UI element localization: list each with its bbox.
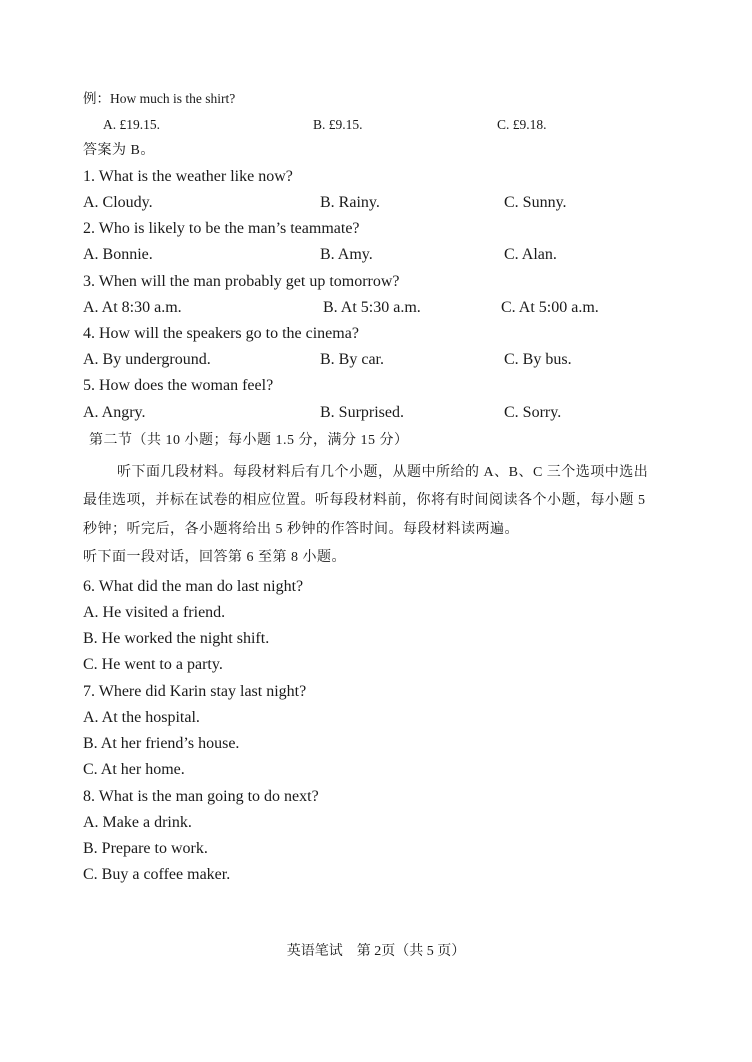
q8-option-a: A. Make a drink. <box>83 814 192 831</box>
question-2: 2. Who is likely to be the man’s teammate? <box>83 220 360 237</box>
instruction-line-3: 秒钟；听完后，各小题将给出 5 秒钟的作答时间。每段材料读两遍。 <box>83 522 519 537</box>
q5-option-a: A. Angry. <box>83 404 146 421</box>
q1-option-b: B. Rainy. <box>320 194 380 211</box>
q7-option-a: A. At the hospital. <box>83 709 200 726</box>
example-option-c: C. £9.18. <box>497 117 547 132</box>
q4-option-c: C. By bus. <box>504 351 572 368</box>
q3-option-c: C. At 5:00 a.m. <box>501 299 599 316</box>
question-1: 1. What is the weather like now? <box>83 168 293 185</box>
q6-option-c: C. He went to a party. <box>83 656 223 673</box>
q5-option-c: C. Sorry. <box>504 404 562 421</box>
q6-option-b: B. He worked the night shift. <box>83 630 270 647</box>
page-footer: 英语笔试 第 2页（共 5 页） <box>286 944 466 959</box>
q7-option-b: B. At her friend’s house. <box>83 735 240 752</box>
q2-option-a: A. Bonnie. <box>83 246 153 263</box>
question-4: 4. How will the speakers go to the cinema? <box>83 325 359 342</box>
question-6: 6. What did the man do last night? <box>83 578 304 595</box>
instruction-line-2: 最佳选项，并标在试卷的相应位置。听每段材料前，你将有时间阅读各个小题，每小题 5 <box>83 493 646 508</box>
q1-option-a: A. Cloudy. <box>83 194 153 211</box>
q8-option-c: C. Buy a coffee maker. <box>83 866 231 883</box>
question-7: 7. Where did Karin stay last night? <box>83 683 307 700</box>
q4-option-b: B. By car. <box>320 351 384 368</box>
q6-option-a: A. He visited a friend. <box>83 604 226 621</box>
example-answer: 答案为 B。 <box>83 143 155 158</box>
example-question: 例：How much is the shirt? <box>83 91 236 106</box>
q4-option-a: A. By underground. <box>83 351 211 368</box>
question-8: 8. What is the man going to do next? <box>83 788 319 805</box>
q3-option-b: B. At 5:30 a.m. <box>323 299 421 316</box>
example-option-a: A. £19.15. <box>103 117 160 132</box>
instruction-line-1: 听下面几段材料。每段材料后有几个小题，从题中所给的 A、B、C 三个选项中选出 <box>117 465 649 480</box>
q5-option-b: B. Surprised. <box>320 404 404 421</box>
dialogue-intro: 听下面一段对话，回答第 6 至第 8 小题。 <box>83 550 346 565</box>
example-option-b: B. £9.15. <box>313 117 363 132</box>
q3-option-a: A. At 8:30 a.m. <box>83 299 182 316</box>
q2-option-b: B. Amy. <box>320 246 373 263</box>
q7-option-c: C. At her home. <box>83 761 185 778</box>
question-3: 3. When will the man probably get up tomorrow? <box>83 273 400 290</box>
q8-option-b: B. Prepare to work. <box>83 840 208 857</box>
question-5: 5. How does the woman feel? <box>83 377 274 394</box>
q1-option-c: C. Sunny. <box>504 194 567 211</box>
q2-option-c: C. Alan. <box>504 246 557 263</box>
section-2-heading: 第二节（共 10 小题；每小题 1.5 分，满分 15 分） <box>89 433 409 448</box>
